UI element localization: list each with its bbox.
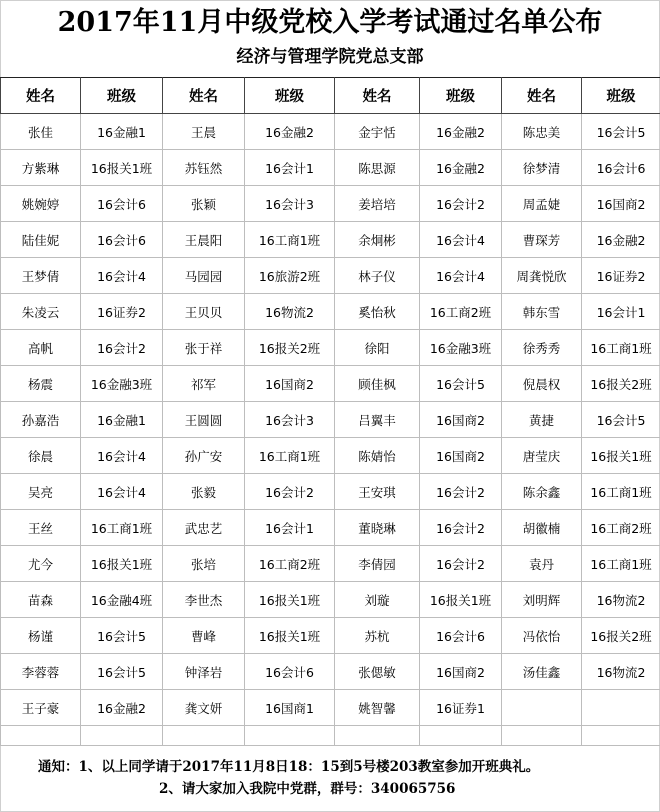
class-cell: 16会计3 — [245, 402, 335, 438]
student-name-cell: 姚婉婷 — [1, 186, 81, 222]
student-name-cell: 杨震 — [1, 366, 81, 402]
student-name-cell: 李倩园 — [335, 546, 420, 582]
student-name-cell: 徐梦清 — [502, 150, 582, 186]
student-name-cell: 姚智馨 — [335, 690, 420, 726]
class-cell: 16国商2 — [245, 366, 335, 402]
student-name-cell: 王晨阳 — [163, 222, 245, 258]
table-row — [1, 510, 660, 546]
notice-block — [0, 756, 660, 800]
student-name-cell: 陆佳妮 — [1, 222, 81, 258]
student-name-cell: 曹峰 — [163, 618, 245, 654]
class-cell: 16工商2班 — [582, 510, 660, 546]
class-cell: 16会计5 — [420, 366, 502, 402]
student-name-cell: 钟泽岩 — [163, 654, 245, 690]
student-name-cell: 苏杭 — [335, 618, 420, 654]
student-name-cell: 张培 — [163, 546, 245, 582]
class-cell: 16工商1班 — [582, 330, 660, 366]
class-cell: 16证券2 — [81, 294, 163, 330]
student-name-cell: 唐莹庆 — [502, 438, 582, 474]
class-cell: 16金融1 — [81, 114, 163, 150]
class-cell: 16会计4 — [420, 258, 502, 294]
table-row — [1, 366, 660, 402]
class-cell: 16会计1 — [245, 510, 335, 546]
header-row — [1, 78, 660, 114]
class-cell: 16会计6 — [582, 150, 660, 186]
student-name-cell: 金宇恬 — [335, 114, 420, 150]
class-cell: 16国商2 — [420, 402, 502, 438]
student-name-cell: 张偲敏 — [335, 654, 420, 690]
column-header-class: 班级 — [582, 78, 660, 114]
student-name-cell: 李世杰 — [163, 582, 245, 618]
class-cell: 16会计2 — [420, 546, 502, 582]
table-row — [1, 438, 660, 474]
column-header-name: 姓名 — [1, 78, 81, 114]
class-cell: 16国商2 — [582, 186, 660, 222]
class-cell — [582, 726, 660, 746]
student-name-cell: 徐阳 — [335, 330, 420, 366]
student-name-cell: 倪晨权 — [502, 366, 582, 402]
student-name-cell: 周孟婕 — [502, 186, 582, 222]
class-cell: 16会计4 — [81, 438, 163, 474]
student-name-cell: 祁军 — [163, 366, 245, 402]
student-name-cell: 苗森 — [1, 582, 81, 618]
class-cell: 16金融2 — [420, 114, 502, 150]
class-cell: 16工商2班 — [245, 546, 335, 582]
student-name-cell: 马园园 — [163, 258, 245, 294]
class-cell: 16工商1班 — [245, 438, 335, 474]
student-name-cell: 杨谨 — [1, 618, 81, 654]
class-cell: 16国商2 — [420, 654, 502, 690]
class-cell: 16会计2 — [420, 474, 502, 510]
class-cell: 16工商2班 — [420, 294, 502, 330]
student-name-cell: 武忠艺 — [163, 510, 245, 546]
class-cell: 16会计2 — [245, 474, 335, 510]
student-name-cell: 刘明辉 — [502, 582, 582, 618]
student-name-cell: 黄捷 — [502, 402, 582, 438]
student-name-cell: 方紫琳 — [1, 150, 81, 186]
table-row — [1, 726, 660, 746]
class-cell: 16金融2 — [420, 150, 502, 186]
class-cell: 16报关1班 — [81, 546, 163, 582]
class-cell: 16国商1 — [245, 690, 335, 726]
student-name-cell — [335, 726, 420, 746]
student-name-cell: 王晨 — [163, 114, 245, 150]
class-cell: 16金融3班 — [420, 330, 502, 366]
roster-body — [1, 114, 660, 746]
notice-line-1: 通知：1、以上同学请于2017年11月8日18：15到5号楼203教室参加开班典礼。 — [38, 759, 540, 775]
column-header-name: 姓名 — [163, 78, 245, 114]
table-row — [1, 546, 660, 582]
class-cell: 16会计6 — [420, 618, 502, 654]
student-name-cell: 曹琛芳 — [502, 222, 582, 258]
class-cell: 16会计1 — [582, 294, 660, 330]
class-cell: 16会计4 — [81, 258, 163, 294]
class-cell: 16金融1 — [81, 402, 163, 438]
column-header-name: 姓名 — [335, 78, 420, 114]
class-cell: 16会计6 — [81, 186, 163, 222]
table-row — [1, 186, 660, 222]
student-name-cell: 陈思源 — [335, 150, 420, 186]
student-name-cell: 徐晨 — [1, 438, 81, 474]
student-name-cell: 龚文妍 — [163, 690, 245, 726]
student-name-cell: 吕翼丰 — [335, 402, 420, 438]
student-name-cell: 董晓琳 — [335, 510, 420, 546]
table-row — [1, 258, 660, 294]
class-cell: 16会计2 — [420, 186, 502, 222]
class-cell: 16会计5 — [582, 402, 660, 438]
student-name-cell: 李蓉蓉 — [1, 654, 81, 690]
class-cell: 16会计5 — [582, 114, 660, 150]
class-cell: 16工商1班 — [245, 222, 335, 258]
student-name-cell: 尤今 — [1, 546, 81, 582]
class-cell: 16物流2 — [582, 582, 660, 618]
class-cell: 16金融3班 — [81, 366, 163, 402]
table-row — [1, 222, 660, 258]
class-cell: 16报关1班 — [245, 582, 335, 618]
class-cell: 16证券2 — [582, 258, 660, 294]
student-name-cell: 余炯彬 — [335, 222, 420, 258]
class-cell: 16报关2班 — [582, 618, 660, 654]
class-cell: 16工商1班 — [81, 510, 163, 546]
class-cell: 16会计4 — [420, 222, 502, 258]
class-cell: 16会计6 — [245, 654, 335, 690]
class-cell — [245, 726, 335, 746]
table-row — [1, 402, 660, 438]
student-name-cell: 王丝 — [1, 510, 81, 546]
class-cell: 16会计5 — [81, 618, 163, 654]
student-name-cell: 吴亮 — [1, 474, 81, 510]
class-cell: 16金融4班 — [81, 582, 163, 618]
table-row — [1, 294, 660, 330]
student-name-cell: 陈余鑫 — [502, 474, 582, 510]
student-name-cell: 周龚悦欣 — [502, 258, 582, 294]
page-title: 2017年11月中级党校入学考试通过名单公布 — [57, 7, 603, 38]
class-cell: 16会计5 — [81, 654, 163, 690]
class-cell: 16报关1班 — [582, 438, 660, 474]
column-header-class: 班级 — [420, 78, 502, 114]
table-row — [1, 150, 660, 186]
class-cell: 16会计4 — [81, 474, 163, 510]
student-name-cell: 徐秀秀 — [502, 330, 582, 366]
student-name-cell: 张于祥 — [163, 330, 245, 366]
student-name-cell: 张佳 — [1, 114, 81, 150]
class-cell: 16旅游2班 — [245, 258, 335, 294]
class-cell: 16报关1班 — [420, 582, 502, 618]
class-cell: 16报关2班 — [582, 366, 660, 402]
student-name-cell: 张毅 — [163, 474, 245, 510]
student-name-cell: 陈忠美 — [502, 114, 582, 150]
student-name-cell: 王梦倩 — [1, 258, 81, 294]
class-cell: 16会计2 — [81, 330, 163, 366]
table-row — [1, 654, 660, 690]
student-name-cell — [502, 726, 582, 746]
class-cell: 16工商1班 — [582, 546, 660, 582]
student-name-cell: 陈婧怡 — [335, 438, 420, 474]
notice-line-2: 2、请大家加入我院中党群，群号：340065756 — [159, 781, 456, 797]
student-name-cell: 林子仪 — [335, 258, 420, 294]
class-cell: 16物流2 — [245, 294, 335, 330]
table-row — [1, 330, 660, 366]
table-row — [1, 582, 660, 618]
class-cell: 16会计1 — [245, 150, 335, 186]
column-header-name: 姓名 — [502, 78, 582, 114]
class-cell: 16报关1班 — [245, 618, 335, 654]
table-row — [1, 690, 660, 726]
student-name-cell: 韩东雪 — [502, 294, 582, 330]
class-cell — [420, 726, 502, 746]
table-row — [1, 114, 660, 150]
student-name-cell: 王贝贝 — [163, 294, 245, 330]
student-name-cell: 王子豪 — [1, 690, 81, 726]
class-cell: 16金融2 — [245, 114, 335, 150]
table-row — [1, 474, 660, 510]
class-cell: 16工商1班 — [582, 474, 660, 510]
class-cell: 16报关2班 — [245, 330, 335, 366]
student-name-cell: 姜培培 — [335, 186, 420, 222]
class-cell: 16报关1班 — [81, 150, 163, 186]
student-name-cell — [163, 726, 245, 746]
student-name-cell: 胡徽楠 — [502, 510, 582, 546]
student-name-cell — [1, 726, 81, 746]
class-cell: 16证券1 — [420, 690, 502, 726]
student-name-cell: 王安琪 — [335, 474, 420, 510]
student-name-cell: 汤佳鑫 — [502, 654, 582, 690]
student-name-cell: 顾佳枫 — [335, 366, 420, 402]
student-name-cell: 袁丹 — [502, 546, 582, 582]
class-cell: 16国商2 — [420, 438, 502, 474]
student-name-cell: 王圆圆 — [163, 402, 245, 438]
column-header-class: 班级 — [245, 78, 335, 114]
student-name-cell: 苏钰然 — [163, 150, 245, 186]
table-row — [1, 618, 660, 654]
class-cell — [582, 690, 660, 726]
column-header-class: 班级 — [81, 78, 163, 114]
class-cell — [81, 726, 163, 746]
roster-table — [0, 77, 660, 746]
class-cell: 16会计3 — [245, 186, 335, 222]
class-cell: 16金融2 — [81, 690, 163, 726]
class-cell: 16会计2 — [420, 510, 502, 546]
class-cell: 16物流2 — [582, 654, 660, 690]
class-cell: 16金融2 — [582, 222, 660, 258]
student-name-cell: 高帆 — [1, 330, 81, 366]
student-name-cell — [502, 690, 582, 726]
student-name-cell: 冯依怡 — [502, 618, 582, 654]
student-name-cell: 孙嘉浩 — [1, 402, 81, 438]
student-name-cell: 刘璇 — [335, 582, 420, 618]
class-cell: 16会计6 — [81, 222, 163, 258]
student-name-cell: 朱凌云 — [1, 294, 81, 330]
student-name-cell: 孙广安 — [163, 438, 245, 474]
student-name-cell: 张颖 — [163, 186, 245, 222]
page-subtitle: 经济与管理学院党总支部 — [236, 47, 424, 67]
student-name-cell: 奚怡秋 — [335, 294, 420, 330]
